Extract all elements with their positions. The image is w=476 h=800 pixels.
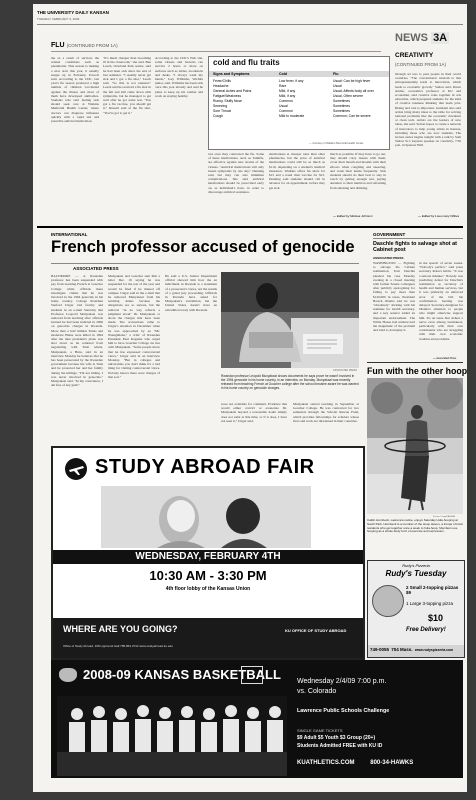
ticket-prices: $9 Adult $5 Youth $3 Group (20+) xyxy=(297,735,376,741)
flu-cell: Usual: Can be high fever xyxy=(333,79,371,83)
section-label xyxy=(395,32,449,44)
photo-caption: Rwandan professor Leopold Munyakazi shows documents he says prove he wasn't involved in the 1994 genocide in his home country, in an interview, on Monday. Munyakazi was recently released from teaching French at Goucher college after the school became aware he was wanted in his home country on genocide charges. xyxy=(221,374,359,390)
game-day xyxy=(297,678,386,685)
daschle-body-col1: WASHINGTON — Fighting to salvage his Cabinet nomination, Tom Daschle pleaded his case Monday evening in a closed meeting with former Senate colleagues after publicly apologizing for failing to pay more than $120,000 in taxes. President Barack Obama said he was "absolutely" sticking with his nominee for health secretary, and a key senator added an important endorsement. The White House had underscored the magnitude of the problem and tried to downplay it. xyxy=(373,261,415,333)
flu-cell: Usual, Often severe xyxy=(333,94,363,98)
hula-hoop-photo-illustration xyxy=(367,378,463,514)
rudys-top-line: Rudy's Pizzeria xyxy=(402,563,430,568)
students-free: Students Admitted FREE with KU ID xyxy=(297,743,383,749)
genocide-body-col3: He said a U.S. Justice Department official showed him how the an indictment in Rwanda is a statement of a prosecutor's views, not the results of a grand jury proceeding. Officials in Rwanda have asked for Munyakazi's extradition, but the United States doesn't have an extradition treaty with Rwanda. xyxy=(165,274,217,312)
masthead-date: TUESDAY, FEBRUARY 3, 2009 xyxy=(37,17,80,21)
rudys-contact xyxy=(370,647,453,652)
basketball-ad xyxy=(51,660,463,778)
symptom-cell: Sneezing xyxy=(213,104,228,108)
col-cold: Cold xyxy=(279,72,287,76)
cold-cell: Mild, if any xyxy=(279,94,296,98)
hoop-photo xyxy=(367,378,463,514)
study-abroad-ad xyxy=(51,446,365,660)
professor-photo-illustration xyxy=(221,272,359,368)
game-promo: Lawrence Public Schools Challenge xyxy=(297,708,390,714)
hoop-caption: Caitlin Hornbeck, Lawrence native, enjoys Saturday Hula-hooping at South Park. Hornbeck is a member of the Hoop Haven, a troupe of local residents who get together once a week to hula-hoop. Members use hooping as a whole-body form of exercise and expression. xyxy=(367,519,463,534)
creativity-heading: CREATIVITY xyxy=(395,52,434,59)
government-headline: Daschle fights to salvage shot at Cabinet post xyxy=(373,241,457,253)
hoop-photo-credit: Kristen Craig/KANSAN xyxy=(433,516,456,518)
study-abroad-tagline: WHERE ARE YOU GOING? xyxy=(63,624,178,634)
flu-body-col3: According to the CDC's Web site, some viruses and bacteria can survive 2 hours or more on surfaces such as tables, doorknobs and desks. "I always wash my hands," Joey Williams, Wichita junior, said. Williams has been sick once this year already and said he plans to keep up his routine and work on staying healthy. xyxy=(155,56,203,98)
genocide-body-col4: were not available for comment. Evidence that would either convict or exonerate Dr. Munyakazi beyond a reasonable doubt simply does not exist at this time, or if it does, I have not seen it," Ungar said. xyxy=(221,402,287,423)
newspaper-page xyxy=(33,4,467,792)
cold-cell: Mild, if any xyxy=(279,89,296,93)
flu-cell: Usual xyxy=(333,84,342,88)
flu-list xyxy=(333,79,374,119)
flu-cell: Common; Can be severe xyxy=(333,114,371,118)
symptom-cell: Fatigue/Weakness xyxy=(213,94,242,98)
flu-traits-table xyxy=(208,56,390,150)
hoop-icon xyxy=(241,666,263,684)
flu-body-col6: much as possible. If they have to go out, they should carry tissues with them, cover their mouth and mouths with their elbows when coughing and sneezing, and wash their hands frequently. Sick students should do their best to stay in touch by getting enough rest, paying attention to their nutrition and refraining from smoking and drinking. xyxy=(330,152,386,190)
rudys-note: Free Delivery! xyxy=(406,627,446,633)
table-credit: — Courtesy of Watkins Memorial Health Center xyxy=(309,142,364,145)
basketball-contact xyxy=(297,760,413,766)
jayhawk-logo xyxy=(59,668,77,682)
international-headline: French professor accused of genocide xyxy=(51,238,355,256)
flu-cell: Usual; Affects body all over xyxy=(333,89,374,93)
section-divider xyxy=(37,226,463,228)
symptom-cell: Headache xyxy=(213,84,229,88)
daschle-body-col2: in the speech of seven weeks. "Nobody's perfect," said press secretary Robert Gibbs. "It was a serious mistake." Nobody was predicting defeat for Daschle's nomination as secretary of health and human services, but it was primarily an unforced error of the bill, his confirmation hearing was delayed. Secretary-designate for Obama's attention to people who might otherwise support him. It's an issue that strikes a nerve even among lawmakers, particularly with their own constituents who are struggling with their own economic troubles and problems. xyxy=(419,261,463,341)
daschle-credit: — Associated Press xyxy=(433,357,457,360)
genocide-body-col2: Munyakazi and Goucher sent him a letter Dec. 16 saying he was suspended for the rest of the year and would be fired if he missed off campus. Ungar said in the e-mail that he removed Munyakazi from his teaching duties because the allegations are so serious, but the removal "in no way reflects a judgment about" Dr. Munyakazi or about the charges that have been made. The accusations came to Ungar's attention in December when he was approached by an "Mr. Nsengimana," a critic of Rwandan President Paul Kagame who urged him to have Goucher College cut ties with Munyakazi. "Some people know that he has expressed controversial views," Ungar said in an interview Monday. "But in colleges and universities you don't think it's a bad thing for visiting controversial views. Nobody knows there were charges of that sort." xyxy=(108,274,160,379)
athletics-url: KUATHLETICS.COM xyxy=(297,760,355,766)
table-title: cold and flu traits xyxy=(213,58,280,67)
flu-body-col2: "It's much cheaper than becoming ill in the classroom," she said. Ben Leach, Overland Park senior, said he had been sick since the end of last semester. "I usually never get sick and I got a flu shot," Leach said. "So this is not unusual." Leach said he received a flu shot in the fall and still came down with symptoms, but he managed to get well after he got some rest. "You got a flu vaccine, you should get it," Russell said of the flu shot. "You've got to get it." xyxy=(103,56,151,115)
game-date: Wednesday 2/4/09 xyxy=(297,678,356,685)
rudys-address: 704 Mass. xyxy=(391,647,413,652)
section-name: NEWS xyxy=(395,32,428,44)
flu-body-col1: the as a result of services the related conditions such as pneumonia. This season is making a nice start this year, it usually surges up in February, Poscoll said. According to the CDC, last year's flu season produced a high number of children vaccinated against the illness and most of them have developed antibodies. Students who start feeling sick should seek care at Watkins Memorial Health Center, where doctors can diagnose influenza quickly with a rapid test and prescribe antiviral medication. xyxy=(51,56,99,124)
flu-title: FLU xyxy=(51,42,65,49)
flu-heading xyxy=(51,42,118,49)
masthead-paper-name: THE UNIVERSITY DAILY KANSAN xyxy=(37,10,109,15)
study-abroad-place: 4th floor lobby of the Kansas Union xyxy=(165,586,251,592)
students-photo-illustration xyxy=(101,486,311,548)
cold-list xyxy=(279,79,304,119)
team-photo-illustration xyxy=(57,696,287,776)
page-number: 3A xyxy=(433,32,448,44)
game-time: 7:00 p.m. xyxy=(357,678,387,685)
flu-cell: Sometimes xyxy=(333,109,350,113)
creativity-cont: (CONTINUED FROM 1A) xyxy=(395,62,446,67)
symptom-cell: Fever/Chills xyxy=(213,79,231,83)
fun-rule xyxy=(367,362,463,363)
rudys-ad xyxy=(367,560,465,658)
cold-cell: Mild to moderate xyxy=(279,114,305,118)
ku-study-abroad-logo: KU OFFICE OF STUDY ABROAD xyxy=(285,628,347,633)
basketball-title: 2008-09 KANSAS BASKETBALL xyxy=(83,667,281,682)
study-abroad-date: WEDNESDAY, FEBRUARY 4TH xyxy=(135,551,281,562)
genocide-photo xyxy=(221,272,359,368)
flu-cell: Sometimes xyxy=(333,99,350,103)
cold-cell: Rare xyxy=(279,84,287,88)
study-abroad-title: STUDY ABROAD FAIR xyxy=(95,456,315,478)
rudys-day: Rudy's Tuesday xyxy=(385,569,447,578)
rudys-logo xyxy=(372,585,404,617)
tickets-header: SINGLE GAME TICKETS xyxy=(297,728,343,733)
cold-cell: Low fever, if any xyxy=(279,79,304,83)
athletics-phone: 800-34-HAWKS xyxy=(370,760,414,766)
government-rule xyxy=(373,238,463,239)
creativity-edited-by: — Edited by Lisa Lowry Wilkes xyxy=(418,214,460,218)
international-byline-rule xyxy=(51,263,359,264)
cold-cell: Usual xyxy=(279,104,288,108)
plane-icon xyxy=(65,458,87,480)
rudys-price: $10 xyxy=(428,613,444,623)
game-opponent: vs. Colorado xyxy=(297,688,337,695)
rudys-deal-1: 2 Small 2-topping pizzas $9 xyxy=(406,585,459,595)
flu-body-col4: tors once they contracted the flu. Some of these medications, such as Tamiflu, are effective against new strains of the viruses. "Antiviral medications will only lessen symptoms by one day," Denning said, but they can also minimize complications. She said antiviral medications should be prescribed early on, as individual's have, in order to discourage antiviral resistance. xyxy=(208,152,264,194)
creativity-body: through art was to pass people in their world countries. "The conventional wisdom is that entrepreneurship leads to innovation, which leads to economic growth," Sutton said. Dawn Alamo, economics professor at KU and economist, said creative roles together in arts education, which prepared students for the kind of creative business thinking that leads jobs. Rising and vast is important. Guntrum also said artists bring many ideas to the table for solving national problems like the economic downturn or clean tech. Artists are the leaders of new ideas, she said. Sutton hopes to create a network of innovators to help young artists in Kansas, including those who are now students. The lecture series begins tonight with a talk by Sam Sutton Sr.'s keynote speaker on creativity, 7:30 p.m. in Spencer Hall. xyxy=(395,72,461,148)
cold-cell: Common xyxy=(279,99,293,103)
study-abroad-office: Office of Study Abroad, 108 Lippincott Hall 785.864.3742 www.studyabroad.ku.edu xyxy=(63,644,173,648)
rudys-url: www.rudyspizzeria.com xyxy=(414,648,454,652)
masthead-rule xyxy=(37,24,463,25)
flu-rule xyxy=(51,51,381,52)
government-label: GOVERNMENT xyxy=(373,232,406,237)
col-symptoms: Signs and Symptoms xyxy=(213,72,250,76)
flu-body-col5: medications at cheaper rates than other pharmacies, but the price of antiviral medications could still be as much as $110, depending on a student's medical insurance. Watkins offers flu shots for $15 and a nasal mist vaccine for $15. Denning said students should call in advance for an appointment, before they get sick. xyxy=(269,152,325,190)
flu-cont: (CONTINUED FROM 1A) xyxy=(66,43,118,48)
cold-cell: Common xyxy=(279,109,293,113)
rudys-deal-2: 1 Large 3-topping pizza xyxy=(406,601,454,606)
flu-cell: Sometimes xyxy=(333,104,350,108)
international-label: INTERNATIONAL xyxy=(51,232,88,237)
symptom-cell: General Aches and Pains xyxy=(213,89,252,93)
col-flu: Flu xyxy=(333,72,339,76)
symptom-cell: Runny, Stuffy Nose xyxy=(213,99,242,103)
genocide-body-col1: BALTIMORE — A Rwandan professor has been suspended with pay from teaching French at Goucher College while officials there investigate claims that he was involved in the 1994 genocide in his home country. College President Sanford Ungar told faculty and students in an e-mail Saturday that Professor Leopold Munyakazi was removed from teaching after officials learned he had been indicted in 2006 on genocide charges in Rwanda. More than a half million Tutsis and moderate Hutus were killed in 1994 after the then president's plane was shot down as he returned from negotiating with Tutsi rebels. Munyakazi, a Hutu, said in an interview Monday he believes that he has been persecuted by the Rwandan government because his wife is Tutsi and he protected her and her family during the killings. "I'm not hiding. I was never involved in genocide," Munyakazi said. "In my conscience, I am free of any guilt." xyxy=(51,274,103,388)
fun-headline: Fun with the other hoop xyxy=(367,366,467,376)
photo-credit: ASSOCIATED PRESS xyxy=(333,369,358,372)
study-abroad-time: 10:30 AM - 3:30 PM xyxy=(149,568,267,583)
rudys-phone: 749-0055 xyxy=(370,647,390,652)
flu-edited-by: — Edited by Melissa Johnson xyxy=(333,214,373,218)
government-byline: ASSOCIATED PRESS xyxy=(373,256,404,260)
genocide-body-col5: Munyakazi started teaching in September at Goucher College. He was contracted for two semesters through the Scholar Rescue Fund, which provides fellowships for scholars whose lives and work are threatened in their countries. xyxy=(293,402,359,423)
symptom-cell: Cough xyxy=(213,114,223,118)
international-byline: ASSOCIATED PRESS xyxy=(73,266,119,271)
symptoms-list xyxy=(213,79,251,119)
symptom-cell: Sore Throat xyxy=(213,109,231,113)
study-abroad-photo xyxy=(101,486,311,548)
